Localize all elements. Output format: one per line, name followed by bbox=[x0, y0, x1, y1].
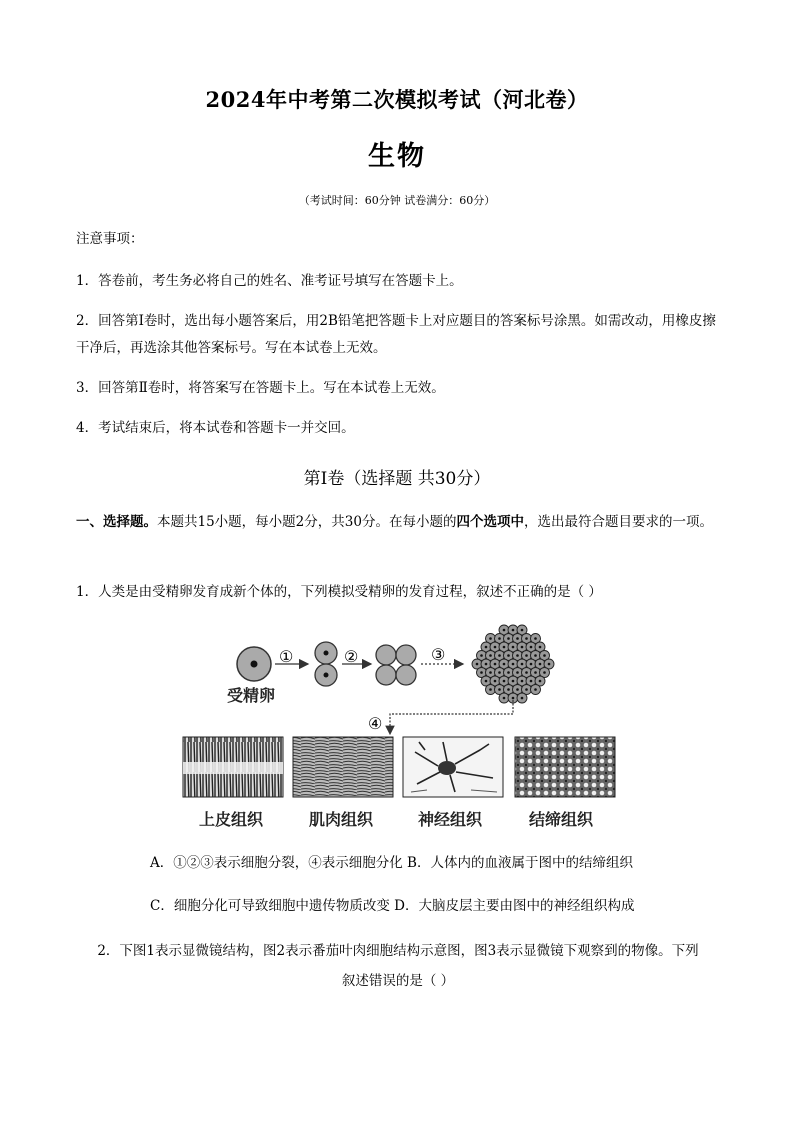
epithelial-tissue-image bbox=[183, 737, 283, 797]
step-2-label: ② bbox=[344, 647, 359, 666]
question-1-stem: 1．人类是由受精卵发育成新个体的，下列模拟受精卵的发育过程，叙述不正确的是（ ） bbox=[76, 584, 602, 600]
section-intro bbox=[76, 509, 726, 536]
exam-meta: （考试时间：60分钟 试卷满分：60分） bbox=[298, 194, 496, 207]
question-1-options-cd: C．细胞分化可导致细胞中遗传物质改变 D．大脑皮层主要由图中的神经组织构成 bbox=[150, 898, 635, 914]
notice-item-1: 1．答卷前，考生务必将自己的姓名、准考证号填写在答题卡上。 bbox=[76, 273, 463, 289]
exam-title: 2024年中考第二次模拟考试（河北卷） bbox=[205, 87, 589, 112]
egg-label: 受精卵 bbox=[227, 686, 276, 705]
two-cell-icon bbox=[315, 642, 337, 686]
step-1-label: ① bbox=[279, 647, 294, 666]
tissue-label-connective: 结缔组织 bbox=[529, 810, 594, 829]
nerve-tissue-image bbox=[403, 737, 503, 797]
connective-tissue-image bbox=[515, 737, 615, 797]
muscle-tissue-image bbox=[293, 737, 393, 797]
notice-item-4: 4．考试结束后，将本试卷和答题卡一并交回。 bbox=[76, 420, 355, 436]
arrow-4-icon bbox=[390, 700, 513, 734]
step-3-label: ③ bbox=[431, 645, 446, 664]
tissue-label-nerve: 神经组织 bbox=[418, 810, 483, 829]
question-2-stem bbox=[60, 936, 736, 996]
subject-title: 生物 bbox=[368, 141, 426, 172]
notice-heading: 注意事项： bbox=[76, 231, 144, 247]
section-intro-text-2: ，选出最符合题目要求的一项。 bbox=[523, 514, 713, 530]
fertilized-egg-icon bbox=[237, 647, 271, 681]
section-intro-bold-2: 四个选项中 bbox=[456, 514, 524, 530]
development-figure bbox=[175, 622, 625, 836]
question-2-line-2: 叙述错误的是（ ） bbox=[341, 973, 455, 989]
cell-mass-icon bbox=[472, 625, 554, 703]
notice-item-2: 2．回答第Ⅰ卷时，选出每小题答案后，用2B铅笔把答题卡上对应题目的答案标号涂黑。如需改动，用橡皮擦干净后，再选涂其他答案标号。写在本试卷上无效。 bbox=[76, 313, 716, 356]
notice-item-3: 3．回答第Ⅱ卷时，将答案写在答题卡上。写在本试卷上无效。 bbox=[76, 380, 445, 396]
question-1-options-ab: A．①②③表示细胞分裂，④表示细胞分化 B．人体内的血液属于图中的结缔组织 bbox=[150, 855, 633, 871]
tissue-label-epithelial: 上皮组织 bbox=[199, 810, 264, 829]
question-2-line-1: 2．下图1表示显微镜结构，图2表示番茄叶肉细胞结构示意图，图3表示显微镜下观察到的物像。下列 bbox=[97, 943, 699, 959]
section-intro-bold: 一、选择题。 bbox=[76, 514, 157, 530]
section-intro-text: 本题共15小题，每小题2分，共30分。在每小题的 bbox=[157, 514, 457, 530]
section-title: 第Ⅰ卷（选择题 共30分） bbox=[303, 469, 491, 489]
step-4-label: ④ bbox=[368, 714, 383, 733]
tissue-label-muscle: 肌肉组织 bbox=[309, 810, 374, 829]
four-cell-icon bbox=[376, 645, 416, 685]
